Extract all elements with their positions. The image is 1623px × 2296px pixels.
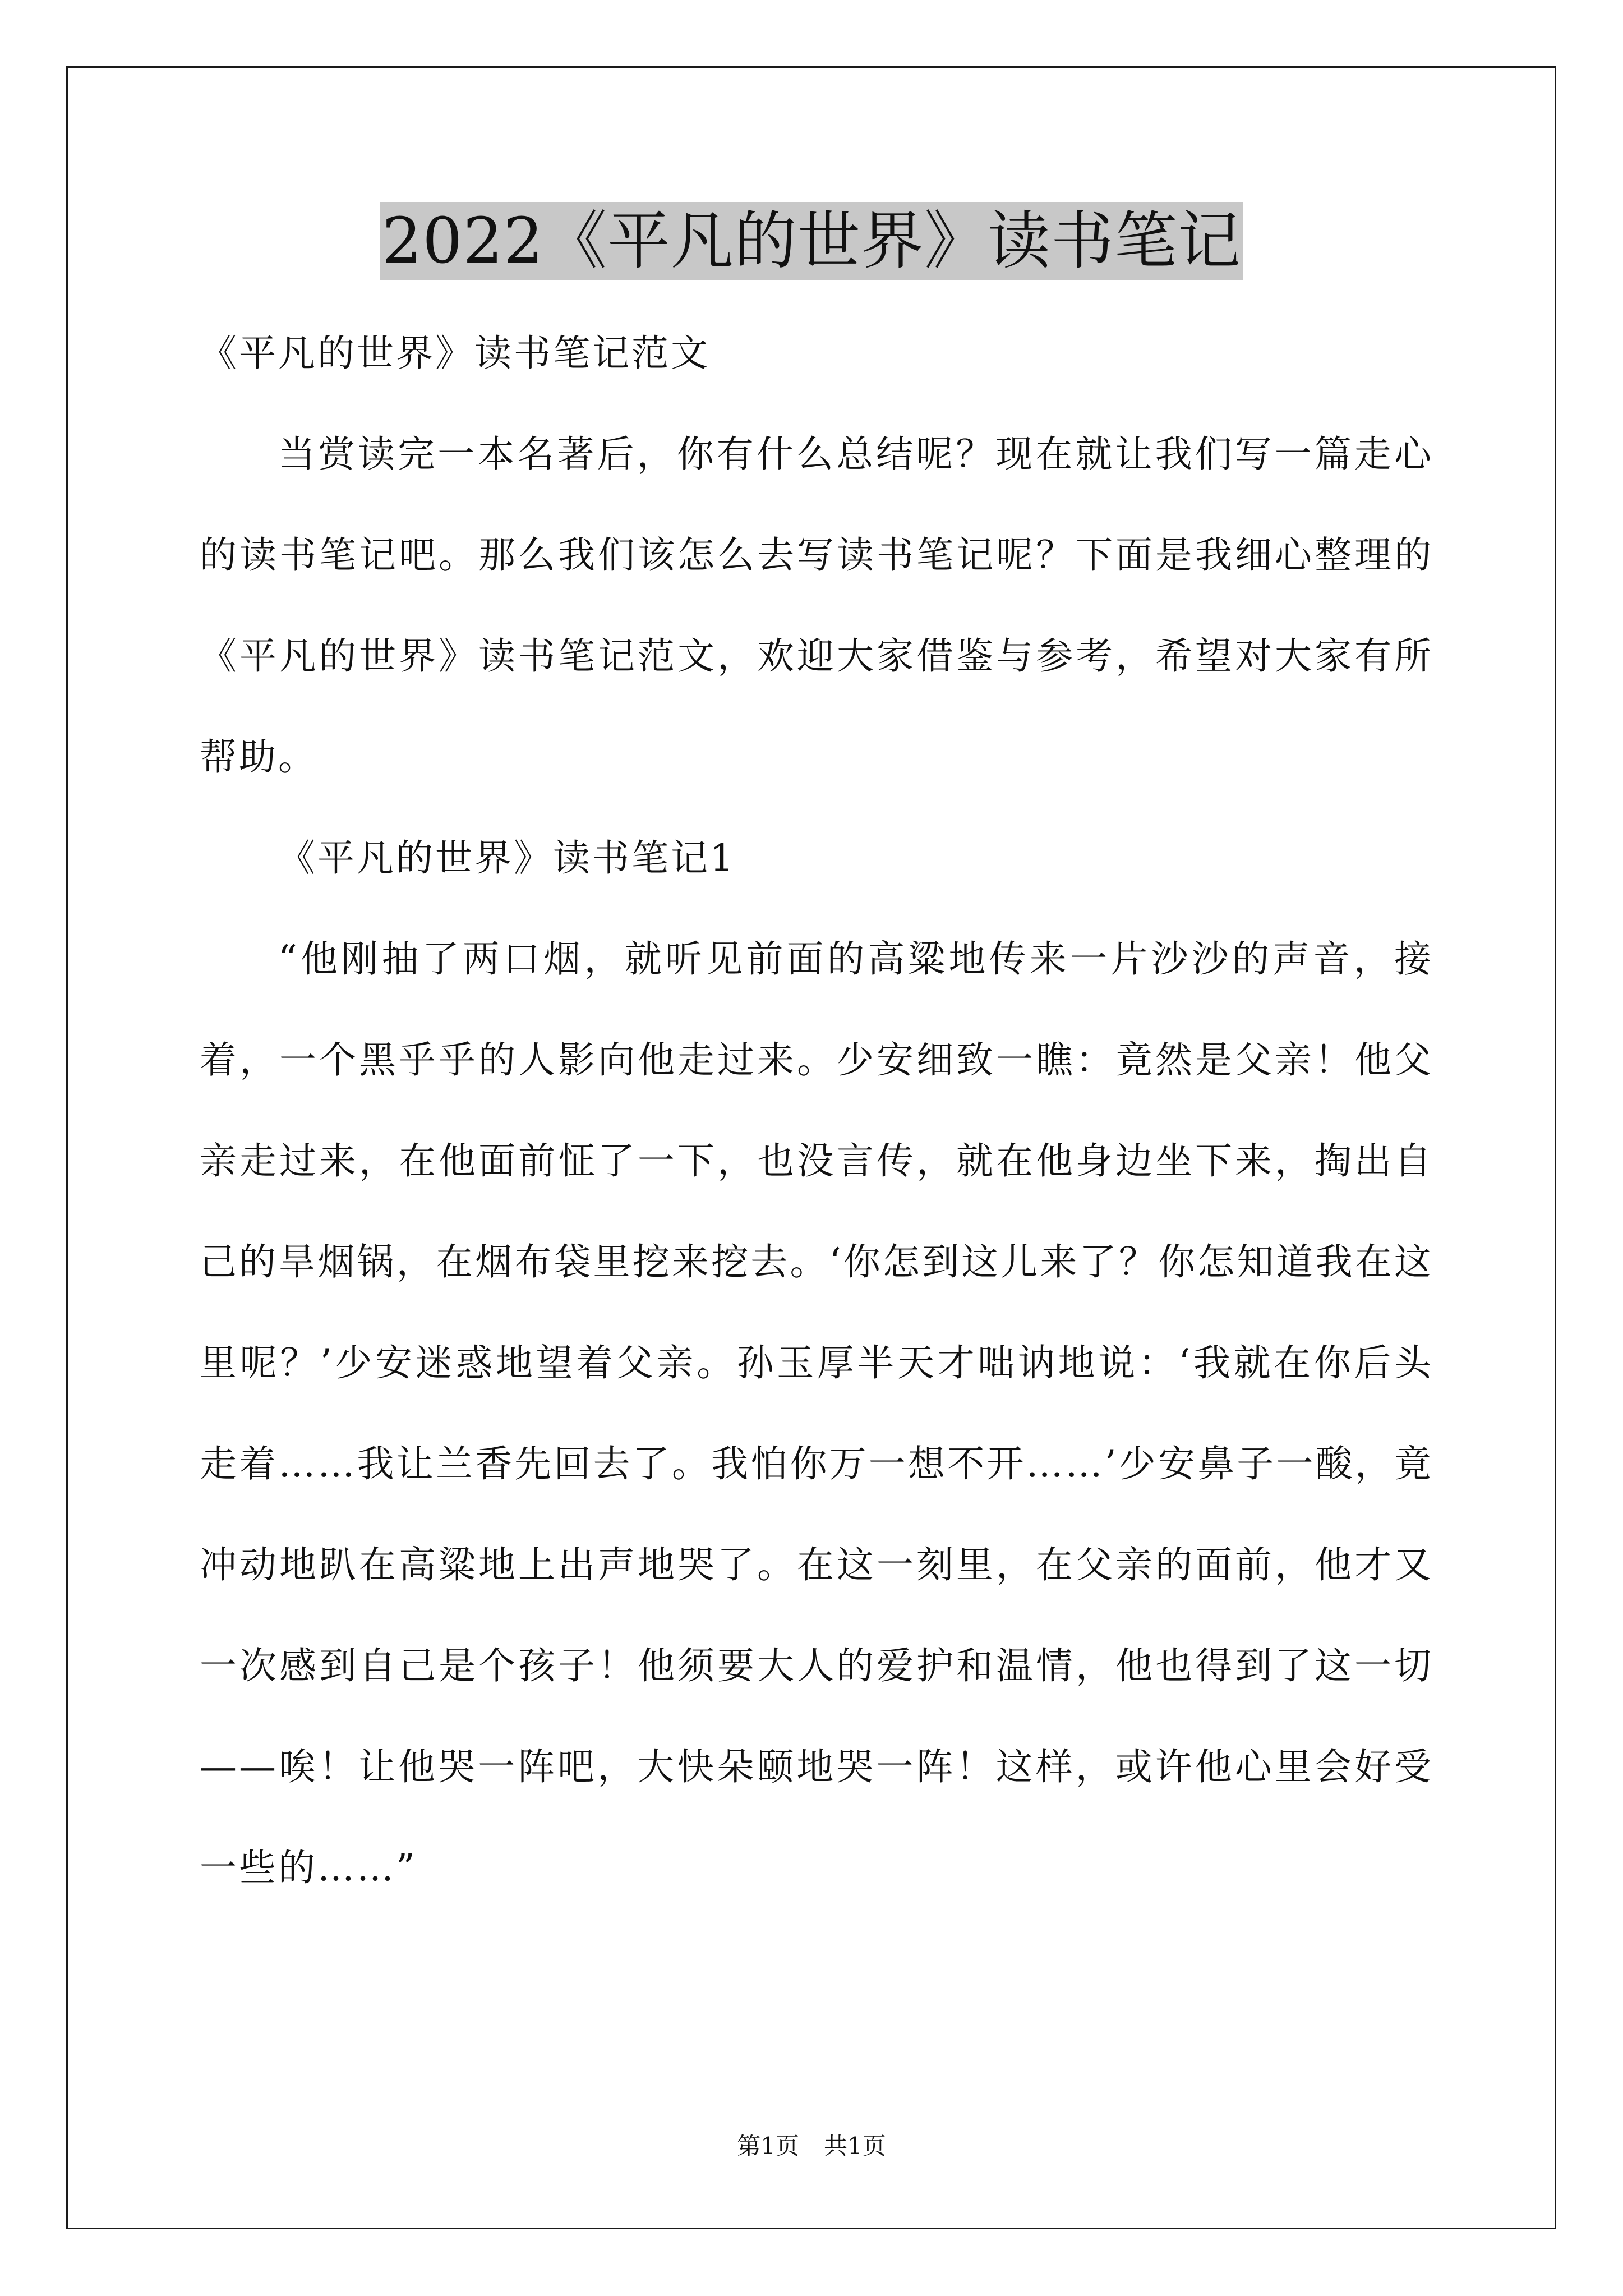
document-body [200, 303, 1433, 1918]
page-footer [0, 2129, 1623, 2163]
page-total: 共1页 [824, 2132, 886, 2160]
section-heading: 《平凡的世界》读书笔记1 [278, 836, 736, 880]
page-number: 第1页 [737, 2132, 799, 2160]
title-container [0, 202, 1623, 280]
subtitle-paragraph: 《平凡的世界》读书笔记范文 [200, 332, 710, 375]
document-title: 2022《平凡的世界》读书笔记 [380, 202, 1243, 280]
quote-paragraph: “他刚抽了两口烟，就听见前面的高粱地传来一片沙沙的声音，接着，一个黑乎乎的人影向他走过来。少安细致一瞧：竟然是父亲！他父亲走过来，在他面前怔了一下，也没言传，就在他身边坐下来，掏出自己的旱烟锅，在烟布袋里挖来挖去。‘你怎到这儿来了？你怎知道我在这里呢？’少安迷惑地望着父亲。孙玉厚半天才咄讷地说：‘我就在你后头走着……我让兰香先回去了。我怕你万一想不开……’少安鼻子一酸，竟冲动地趴在高粱地上出声地哭了。在这一刻里，在父亲的面前，他才又一次感到自己是个孩子！他须要大人的爱护和温情，他也得到了这一切——唉！让他哭一阵吧，大快朵颐地哭一阵！这样，或许他心里会好受一些的……” [200, 937, 1433, 1889]
intro-paragraph: 当赏读完一本名著后，你有什么总结呢？现在就让我们写一篇走心的读书笔记吧。那么我们该怎么去写读书笔记呢？下面是我细心整理的《平凡的世界》读书笔记范文，欢迎大家借鉴与参考，希望对大家有所帮助。 [200, 432, 1433, 779]
